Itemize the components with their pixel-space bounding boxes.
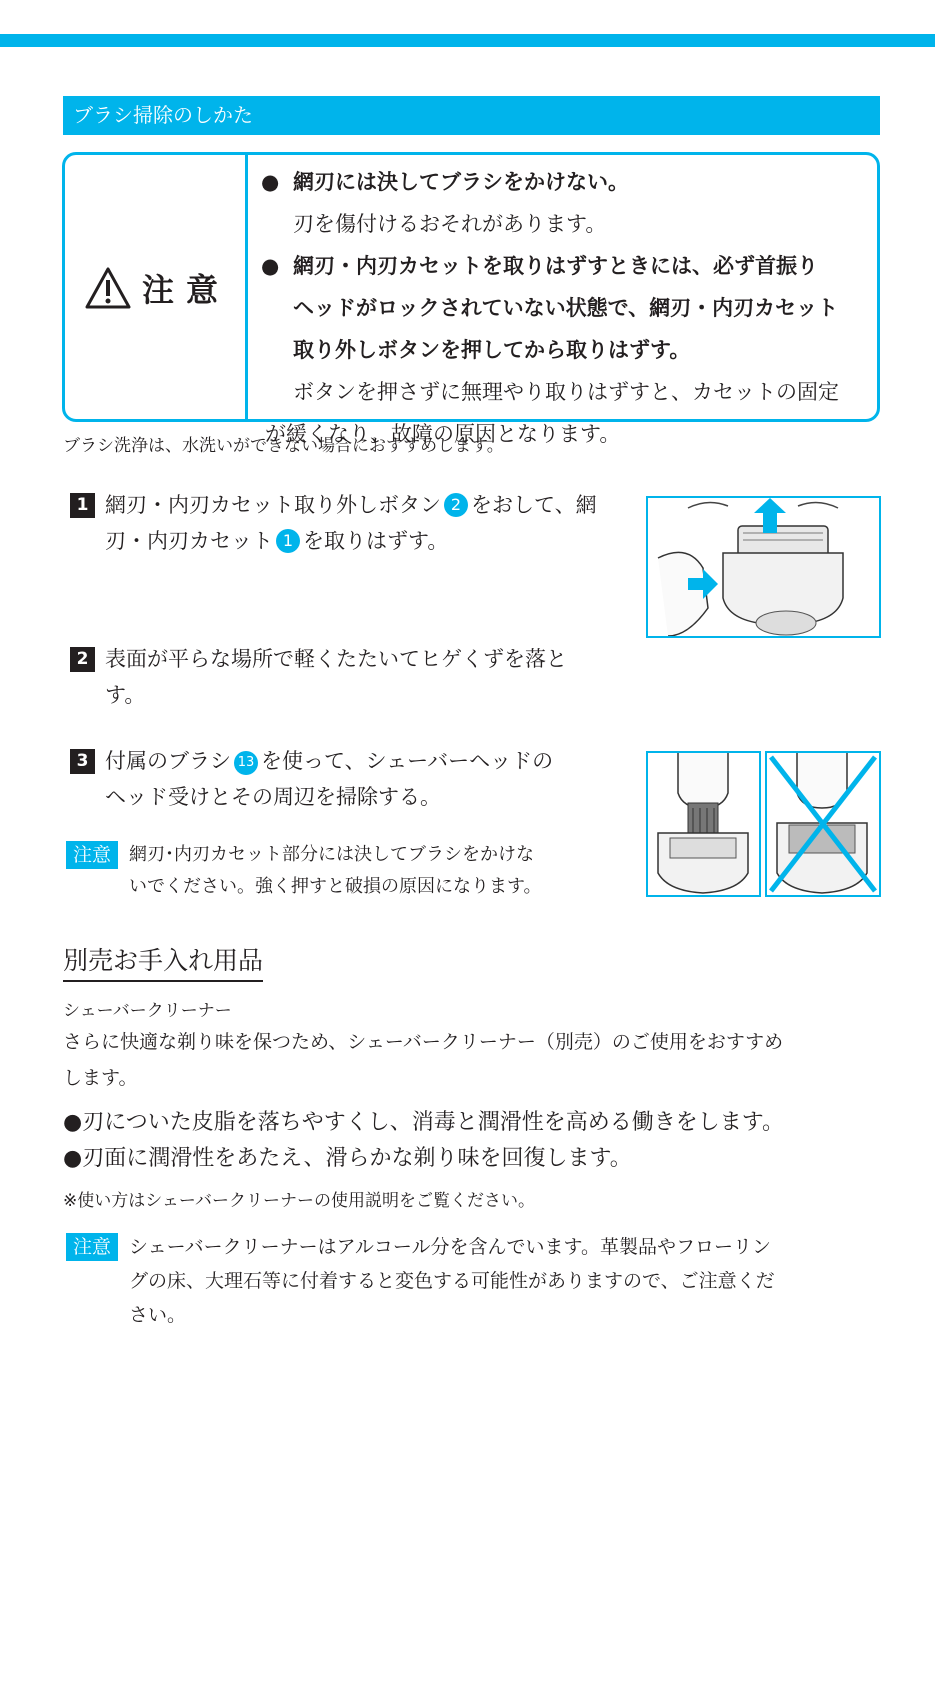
accessories-heading: 別売お手入れ用品	[63, 944, 263, 982]
caution-item-2	[261, 245, 871, 287]
caution-content	[261, 161, 871, 455]
step-1-line-1	[70, 487, 597, 523]
ref-badge: 1	[276, 529, 300, 553]
step-note-line-2: いでください。強く押すと破損の原因になります。	[129, 876, 542, 897]
accessory-note-line-2: グの床、大理石等に付着すると変色する可能性がありますので、ご注意くだ	[129, 1270, 775, 1292]
caution-divider	[245, 155, 248, 419]
ref-badge: 13	[234, 751, 258, 775]
caution-label	[77, 263, 237, 313]
caution-tag: 注意	[66, 1233, 118, 1261]
figure-brush-ng	[765, 751, 881, 897]
shaver-head-illustration	[648, 498, 879, 636]
step-number: 2	[70, 647, 95, 672]
brush-ok-illustration	[648, 753, 759, 895]
step-3-line-1	[70, 743, 553, 779]
step-2-line-2: す。	[105, 683, 146, 707]
figure-brush-ok	[646, 751, 761, 897]
step-2-line-1: 表面が平らな場所で軽くたたいてヒゲくずを落と	[105, 647, 567, 671]
caution-item-2-text-2: ヘッドがロックされていない状態で、網刃・内刃カセット	[293, 296, 839, 320]
benefit-2: ●刃面に潤滑性をあたえ、滑らかな剃り味を回復します。	[63, 1146, 632, 1171]
figure-remove-cassette	[646, 496, 881, 638]
step-1-line-2	[70, 523, 597, 559]
step-text: を使って、シェーバーヘッドの	[261, 749, 554, 773]
step-1	[70, 487, 597, 559]
intro-text: ブラシ洗浄は、水洗いができない場合におすすめします。	[63, 436, 504, 456]
step-text: 刃・内刃カセット	[105, 529, 273, 553]
step-2	[70, 641, 567, 713]
step-text: 網刃・内刃カセット取り外しボタン	[105, 493, 441, 517]
brush-ng-illustration	[767, 753, 879, 895]
step-number: 3	[70, 749, 95, 774]
caution-item-1-detail: 刃を傷付けるおそれがあります。	[293, 212, 607, 236]
step-note-line-1: 網刃･内刃カセット部分には決してブラシをかけな	[129, 844, 534, 865]
step-number: 1	[70, 493, 95, 518]
product-desc-1: さらに快適な剃り味を保つため、シェーバークリーナー（別売）のご使用をおすすめ	[63, 1031, 784, 1053]
step-3-line-2: ヘッド受けとその周辺を掃除する。	[105, 785, 441, 809]
product-desc-2: します。	[63, 1067, 138, 1089]
accessory-note-line-3: さい。	[129, 1304, 187, 1326]
ref-badge: 2	[444, 493, 468, 517]
caution-item-2-detail-1: ボタンを押さずに無理やり取りはずすと、カセットの固定	[293, 380, 839, 404]
step-text: 付属のブラシ	[105, 749, 231, 773]
footnote: ※使い方はシェーバークリーナーの使用説明をご覧ください。	[63, 1191, 536, 1211]
step-text: をおして、網	[471, 493, 597, 517]
caution-item-2-text-1: 網刃・内刃カセットを取りはずすときには、必ず首振り	[293, 254, 818, 278]
caution-item-1-text: 網刃には決してブラシをかけない。	[293, 170, 629, 194]
bullet-dot: ●	[261, 254, 280, 278]
accessory-note-line-1: シェーバークリーナーはアルコール分を含んでいます。革製品やフローリン	[129, 1236, 772, 1258]
caution-item-1	[261, 161, 871, 203]
warning-icon	[84, 266, 132, 310]
caution-word: 注意	[141, 271, 230, 309]
step-3	[70, 743, 553, 815]
caution-item-2-detail-2: が緩くなり、故障の原因となります。	[265, 422, 621, 446]
bullet-dot: ●	[261, 170, 280, 194]
step-text: を取りはずす。	[303, 529, 449, 553]
caution-tag: 注意	[66, 841, 118, 869]
caution-item-2-text-3: 取り外しボタンを押してから取りはずす。	[293, 338, 691, 362]
benefit-1: ●刃についた皮脂を落ちやすくし、消毒と潤滑性を高める働きをします。	[63, 1110, 784, 1135]
product-name: シェーバークリーナー	[63, 1001, 232, 1021]
section-title: ブラシ掃除のしかた	[63, 96, 880, 135]
top-accent-bar	[0, 34, 935, 47]
